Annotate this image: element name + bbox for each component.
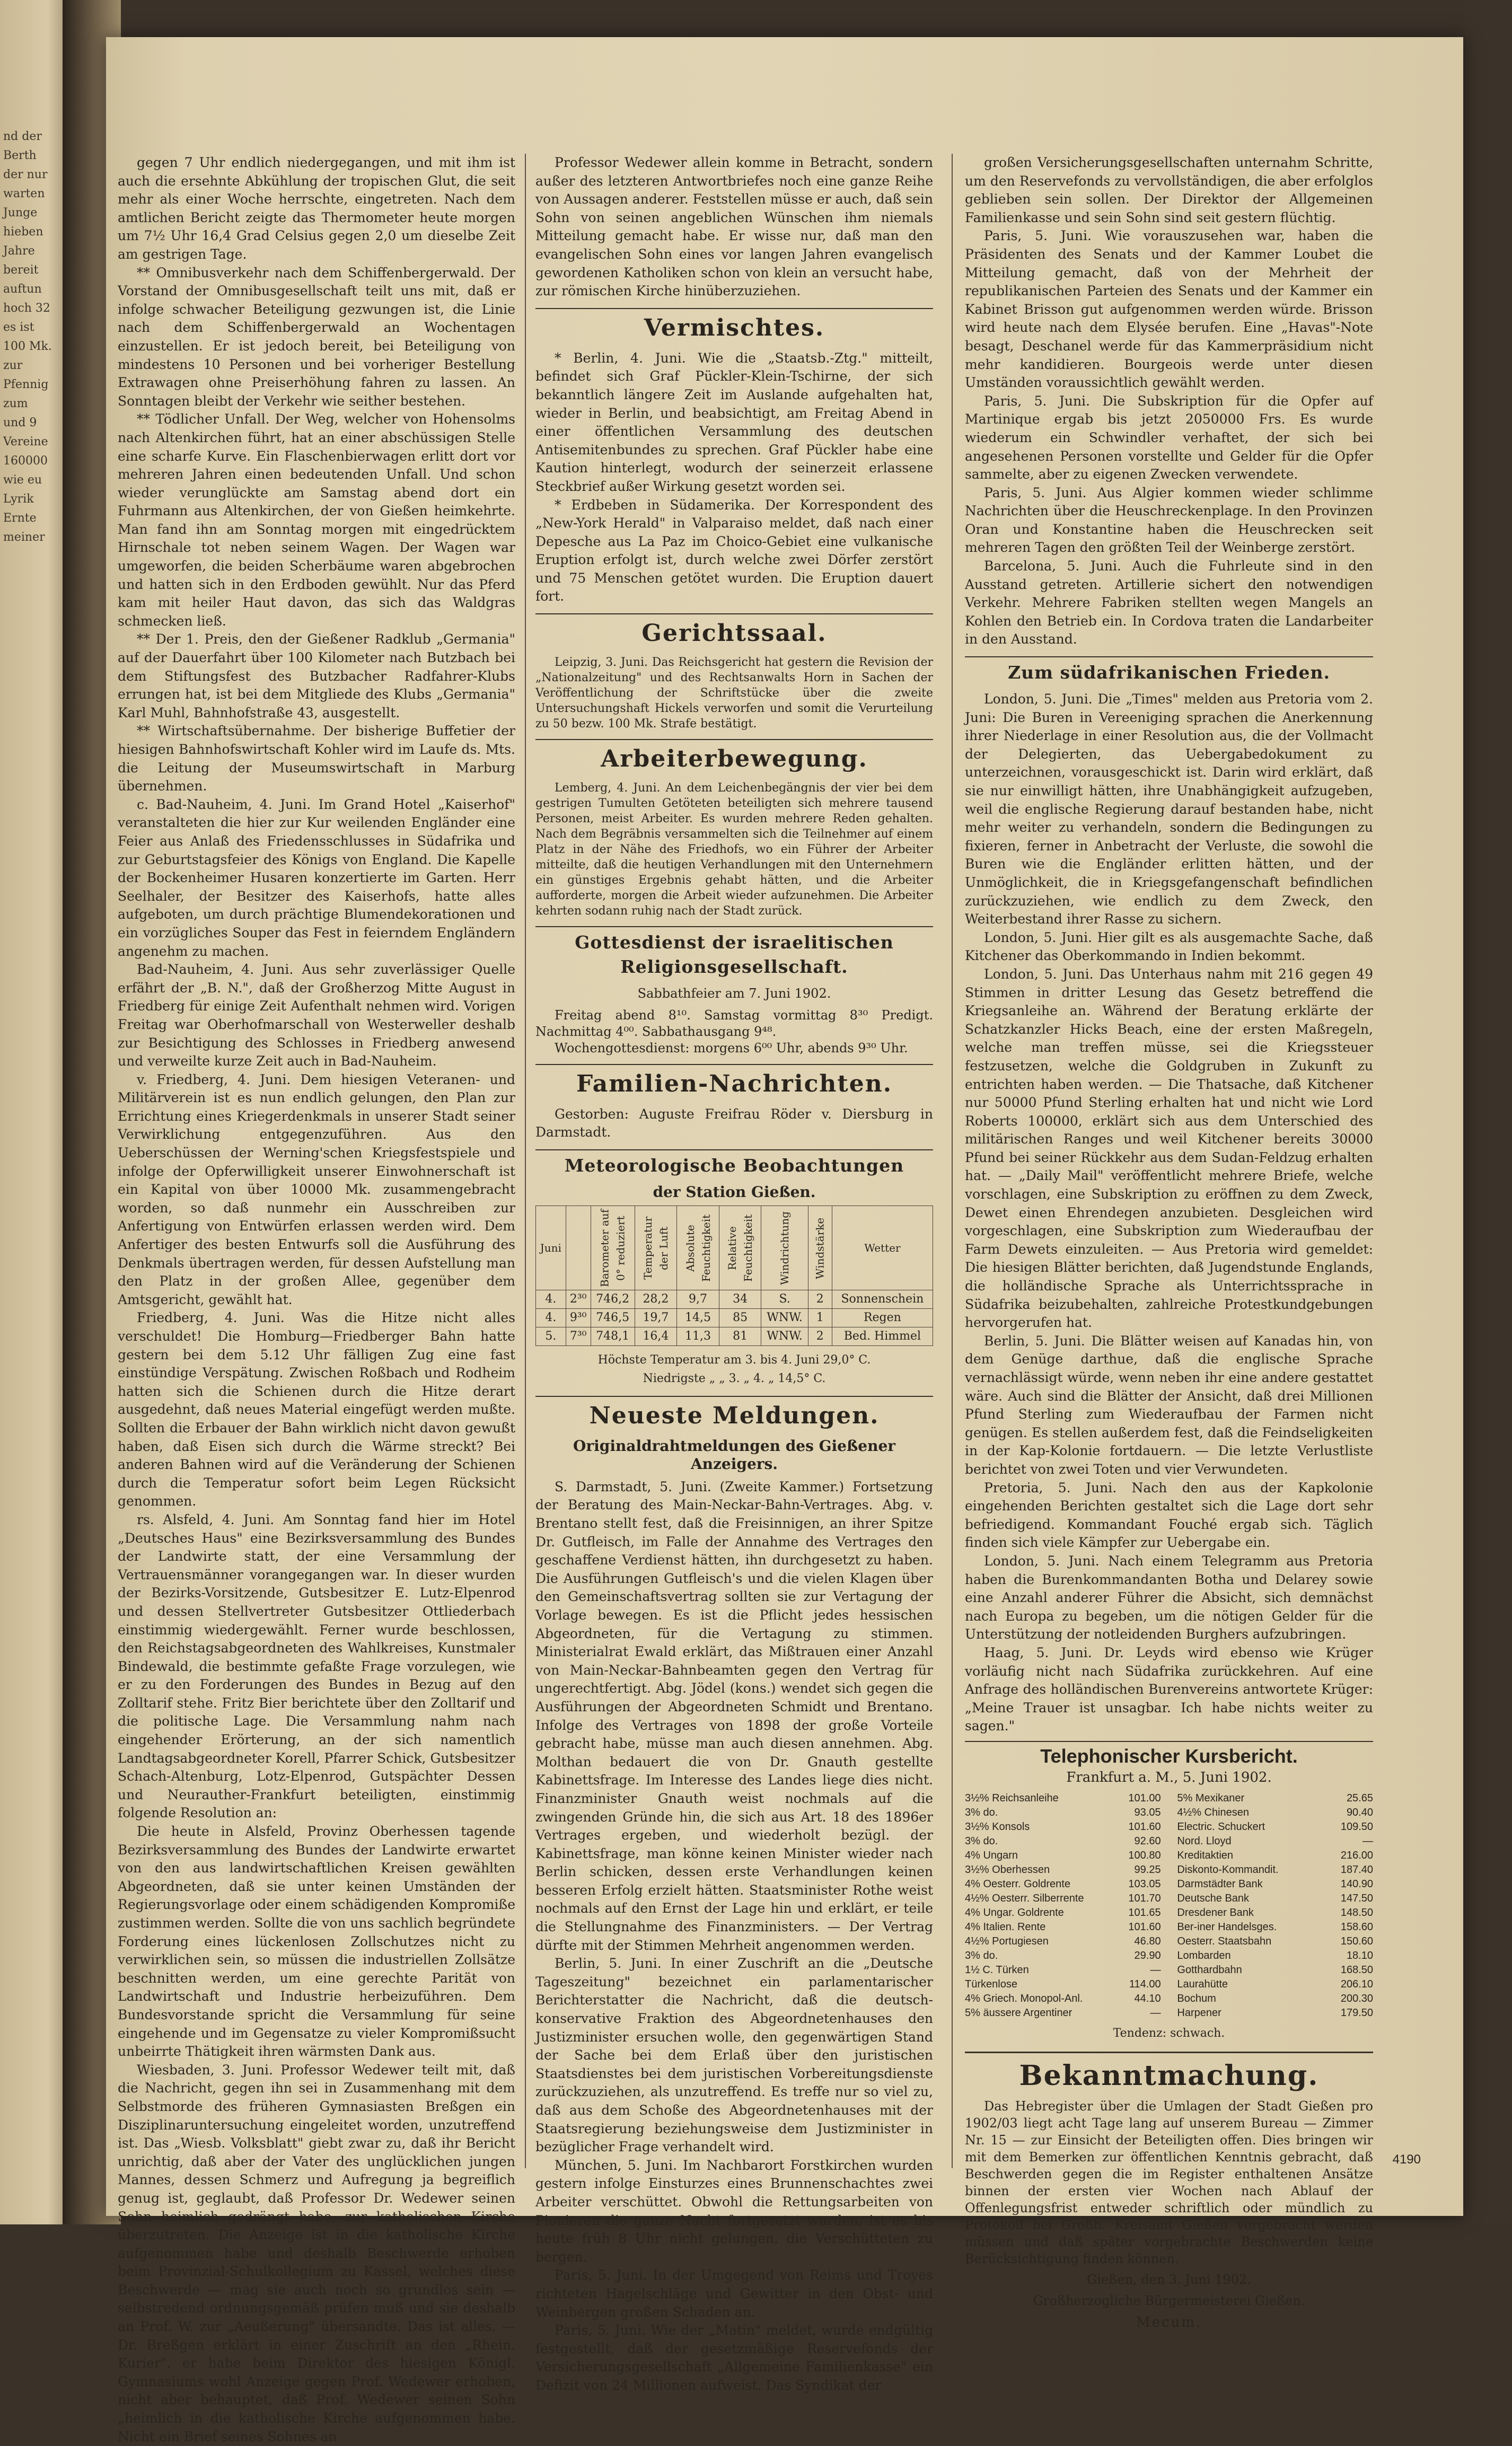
kursbericht-date: Frankfurt a. M., 5. Juni 1902. xyxy=(1066,1770,1272,1786)
frieden-item: London, 5. Juni. Hier gilt es als ausgemachte Sache, daß Kitchener das Oberkommando in Indien bekommt. xyxy=(965,929,1373,964)
kurs-name: 4½% Chinesen xyxy=(1177,1807,1250,1819)
meteo-min: Niedrigste „ „ 3. „ 4. „ 14,5° C. xyxy=(643,1372,826,1386)
left-page-line: hieben xyxy=(3,225,43,239)
left-page-line: Pfennig xyxy=(3,378,49,391)
meteo-row xyxy=(536,1327,933,1346)
frieden-item: Haag, 5. Juni. Dr. Leyds wird ebenso wie Krüger vorläufig nicht nach Südafrika zurückkehren. Auf eine Anfrage des holländischen Burenvereins antwortete Krüger: „Meine Trauer ist unsagbar. Ich habe nichts weiter zu sagen." xyxy=(965,1644,1373,1734)
kurs-name: 4% Griech. Monopol-Anl. xyxy=(965,1993,1083,2005)
kurs-name: 4½% Portugiesen xyxy=(965,1935,1049,1948)
neueste-item: S. Darmstadt, 5. Juni. (Zweite Kammer.) Fortsetzung der Beratung des Main-Neckar-Bahn-Vertrages. Abg. v. Brentano stellt fest, daß die Freisinnigen, an ihrer Spitze Dr. Gutfleisch, im Falle der Annahme des Vertrages den geschaffene Verdienst hätten, ihn durchgesetzt zu haben. Die Ausführungen Gutfleisch's und die vielen Klagen über den Gemeinschaftsvertrag sollten sie zur Vertagung der Vorlage bewegen. Es ist die Pflicht jedes hessischen Abgeordneten, für die Vertagung zu stimmen. Ministerialrat Ewald erklärt, das Mißtrauen einer Anzahl von Main-Neckar-Bahnbeamten gegen den Vertrag für ungerechtfertigt. Abg. Jödel (kons.) wendet sich gegen die Ausführungen der Abgeordneten Schmidt und Brentano. Infolge des Vertrages von 1898 der große Vorteile gebracht habe, müsse man auch diesen annehmen. Abg. Molthan bedauert die von Dr. Gnauth gestellte Kabinettsfrage. Im Interesse des Landes liege dies nicht. Finanzminister Gnauth weist nochmals auf die zwingenden Gründe hin, die sich aus Art. 18 des 1896er Vertrages ergeben, und wiederholt bezügl. der Kabinettsfrage, man könne keinen Minister wieder nach Berlin schicken, dessen erste Verhandlungen keinen besseren Erfolg erzielt hätten. Staatsminister Rothe weist nochmals auf den Ernst der Lage hin und erklärt, er teile die Stellungnahme des Finanzministers. — Der Vertrag dürfte mit der Stimmen Mehrheit angenommen werden. xyxy=(535,1479,933,1953)
kurs-name: Harpener xyxy=(1177,2007,1221,2019)
meteo-cell: 2 xyxy=(808,1290,832,1309)
kurs-row xyxy=(1177,2006,1373,2020)
meteo-header: Absolute Feuchtigkeit xyxy=(677,1206,719,1290)
bekanntmachung-name: Mecum. xyxy=(1136,2314,1202,2330)
meteo-cell: 746,5 xyxy=(591,1309,635,1327)
left-page-line: 100 Mk. xyxy=(3,340,52,353)
meteo-header: Barometer auf 0° reduziert xyxy=(591,1206,635,1290)
meteo-cell: 7³⁰ xyxy=(566,1327,591,1346)
meteo-subheading: der Station Gießen. xyxy=(653,1183,816,1201)
meteo-cell: 19,7 xyxy=(635,1309,677,1327)
kurs-row xyxy=(965,1906,1161,1920)
kurs-value: 101.60 xyxy=(1128,1921,1161,1933)
kurs-row xyxy=(1177,1820,1373,1834)
gerichtssaal-item: Leipzig, 3. Juni. Das Reichsgericht hat gestern die Revision der „Nationalzeitung" und des Rechtsanwalts Horn in Sachen der Veröffentlichung der Schriftstücke über die zweite Untersuchungshaft Hickels verworfen und somit die Verurteilung zu 50 bezw. 100 Mk. Strafe bestätigt. xyxy=(535,656,933,731)
news-item: großen Versicherungsgesellschaften unternahm Schritte, um den Reservefonds zu vervollständigen, die aber erfolglos geblieben sein sollen. Der Direktor der Allgemeinen Familienkasse und sein Sohn sind seit gestern flüchtig. xyxy=(965,155,1373,225)
kurs-value: 216.00 xyxy=(1340,1850,1373,1862)
kurs-value: 179.50 xyxy=(1340,2007,1373,2019)
meteo-cell: 748,1 xyxy=(591,1327,635,1346)
kurs-name: 1½ C. Türken xyxy=(965,1964,1029,1976)
frieden-item: London, 5. Juni. Die „Times" melden aus Pretoria vom 2. Juni: Die Buren in Vereeniging sprachen die Anerkennung ihrer Niederlage in einer Resolution aus, die der Vollmacht der Delegierten, das Uebergabedokument zu unterzeichnen, vorausgeschickt ist. Darin wird erklärt, daß sie nur einwilligt hätten, ihre Unabhängigkeit aufzugeben, weil die englische Regierung darauf bestanden habe, nicht mehr weiter zu verhandeln, sondern die Bedingungen zu fixieren, ferner in Anbetracht der Verluste, die sowohl die Buren wie die Engländer erlitten hätten, und der Unmöglichkeit, die in Kriegsgefangenschaft befindlichen zurückzuziehen, wie endlich zu dem Zweck, den Weiterbestand ihrer Rasse zu sichern. xyxy=(965,691,1373,927)
kurs-value: — xyxy=(1150,2007,1161,2019)
meteo-cell: 1 xyxy=(808,1309,832,1327)
kurs-row xyxy=(965,1806,1161,1820)
weather-table xyxy=(535,1206,933,1346)
kurs-row xyxy=(965,2006,1161,2020)
kurs-row xyxy=(1177,1920,1373,1934)
neueste-item: Paris, 5. Juni. In der Umgegend von Reims und Troyes richteten Hagelschläge und Gewitter in den Obst- und Weinbergen großen Schaden an. xyxy=(535,2267,933,2320)
gerichtssaal-heading: Gerichtssaal. xyxy=(535,613,933,649)
news-item: Paris, 5. Juni. Die Subskription für die Opfer auf Martinique ergab bis jetzt 2050000 Frs. Es wurde wiederum ein Schwindler verhaftet, der sich bei angesehenen Personen vorstellte und Gelder für die Opfer sammelte, aber zu eigenen Zwecken verwendete. xyxy=(965,393,1373,482)
kurs-name: Laurahütte xyxy=(1177,1978,1228,1991)
kurs-row xyxy=(965,1834,1161,1849)
book-edge-right xyxy=(1463,0,1512,2224)
kurs-row xyxy=(1177,1963,1373,1977)
neueste-heading: Neueste Meldungen. xyxy=(535,1396,933,1432)
left-page-line: Junge xyxy=(3,206,38,219)
kurs-row xyxy=(965,1849,1161,1863)
article-paragraph: Wiesbaden, 3. Juni. Professor Wedewer teilt mit, daß die Nachricht, gegen ihn sei in Zusammenhang mit dem Selbstmorde des früheren Gymnasiasten Breßgen ein Disziplinaruntersuchung eingeleitet worden, unzutreffend ist. Das „Wiesb. Volksblatt" giebt zwar zu, daß ihr Bericht unrichtig, daß aber der Vater des unglücklichen jungen Mannes, dessen Schmerz und Aufregung ja begreiflich genug ist, geglaubt, daß Professor Dr. Wedewer seinen Sohn heimlich gedrängt habe, zur katholischen Kirche überzutreten. Die Anzeige ist in die katholische Kirche aufgenommen habe und deshalb Beschwerde erhoben beim Provinzial-Schulkollegium zu Kassel, welches diese Beschwerde — mag sie auch noch so grundlos sein — selbstredend ordnungsgemäß prüfen muß und sie deshalb an Prof. W. zur „Aeußerung" übersandte. Das ist alles. — Dr. Breßgen erklärt in einer Zuschrift an den „Rhein. Kurier", er habe beim Direktor des hiesigen Königl. Gymnasiums wohl Anzeige gegen Prof. Wedewer erhoben, nicht aber behauptet, daß Prof. Wedewer seinen Sohn „heimlich in die katholische Kirche aufgenommen habe. Nicht ein Brief seines Sohnes an xyxy=(118,2062,515,2444)
kurs-name: 3% do. xyxy=(965,1807,998,1819)
kurs-value: — xyxy=(1362,1835,1373,1847)
article-paragraph: c. Bad-Nauheim, 4. Juni. Im Grand Hotel „Kaiserhof" veranstalteten die hier zur Kur weilenden Engländer eine Feier aus Anlaß des Friedensschlusses in Südafrika und zur Geburtstagsfeier des Königs von England. Die Kapelle der Bockenheimer Husaren konzertierte im Garten. Herr Seelhaler, der Besitzer des Kaiserhofs, hatte alles aufgeboten, um durch prächtige Blumendekorationen und ein vorzügliches Souper das Fest in feierndem Engländern angenehm zu machen. xyxy=(118,796,515,959)
kurs-row xyxy=(1177,1849,1373,1863)
kurs-name: 4% Oesterr. Goldrente xyxy=(965,1878,1070,1890)
meteo-cell: 28,2 xyxy=(635,1290,677,1309)
kurs-row xyxy=(1177,1834,1373,1849)
kurs-value: 44.10 xyxy=(1134,1993,1161,2005)
meteo-header: Windrichtung xyxy=(761,1206,808,1290)
left-page-line: Berth xyxy=(3,149,37,162)
bekanntmachung-date: Gießen, den 3. Juni 1902. xyxy=(1087,2272,1251,2287)
kurs-value: 168.50 xyxy=(1340,1964,1373,1976)
arbeiterbewegung-heading: Arbeiterbewegung. xyxy=(535,739,933,775)
meteo-max: Höchste Temperatur am 3. bis 4. Juni 29,0° C. xyxy=(597,1353,871,1367)
meteo-cell: WNW. xyxy=(761,1327,808,1346)
left-page-line: auftun xyxy=(3,283,42,296)
left-page-line: zur xyxy=(3,359,23,372)
meteo-cell: Sonnenschein xyxy=(832,1290,933,1309)
wedewer-continuation: Professor Wedewer allein komme in Betracht, sondern außer des letzteren Antwortbriefes noch eine ganze Reihe von Aussagen anderer. Feststellen müsse er auch, daß sein Sohn von seinen angeblichen Wünschen ihm niemals Mitteilung gemacht habe. Er wisse nur, daß man den evangelischen Sohn eines vor langen Jahren evangelisch gewordenen Katholiken schon von klein an versucht habe, zur römischen Kirche hinüberzuziehen. xyxy=(535,155,933,299)
kurs-row xyxy=(1177,1791,1373,1806)
arbeiterbewegung-item: Lemberg, 4. Juni. An dem Leichenbegängnis der vier bei dem gestrigen Tumulten Getöteten beteiligten sich mehrere tausend Personen, meist Arbeiter. Es wurden mehrere Reden gehalten. Nach dem Begräbnis versammelten sich die Teilnehmer auf einem Platz in der Nähe des Friedhofs, wo ein Führer der Arbeiter mitteilte, daß die heutigen Verhandlungen mit den Unternehmern ein günstiges Ergebnis gehabt hätten, und die Arbeiter aufforderte, morgen die Arbeit wieder aufzunehmen. Die Arbeiter kehrten sodann ruhig nach der Stadt zurück. xyxy=(535,781,933,918)
news-item: Paris, 5. Juni. Wie vorauszusehen war, haben die Präsidenten des Senats und der Kammer Loubet die Mitteilung gemacht, daß von der Mehrheit der republikanischen Parteien des Senats und der Kammer ein Kabinet Brisson gut aufgenommen werden würde. Brisson wird heute nach dem Elysée berufen. Eine „Havas"-Note besagt, Deschanel werde für das Kammerpräsidium nicht mehr kandidieren. Bourgeois werde unter diesen Umständen voraussichtlich gewählt werden. xyxy=(965,228,1373,391)
kurs-name: 4½% Oesterr. Silberrente xyxy=(965,1893,1084,1905)
column-2 xyxy=(535,154,933,2393)
bekanntmachung-body xyxy=(965,2098,1373,2332)
kurs-value: 29.90 xyxy=(1134,1950,1161,1962)
frieden-item: London, 5. Juni. Nach einem Telegramm aus Pretoria haben die Burenkommandanten Botha und Delarey sowie eine Anzahl anderer Führer die Absicht, sich demnächst nach Europa zu begeben, um die nötigen Gelder für die Unterstützung der notleidenden Burghers aufzubringen. xyxy=(965,1553,1373,1642)
article-paragraph: ** Der 1. Preis, den der Gießener Radklub „Germania" auf der Dauerfahrt über 100 Kilometer nach Butzbach bei dem Stiftungsfest des Butzbacher Radfahrer-Klubs errungen hat, ist bei dem Mitgliede des Klubs „Germania" Karl Muhl, Bahnhofstraße 43, ausgestellt. xyxy=(118,631,515,720)
article-paragraph: v. Friedberg, 4. Juni. Dem hiesigen Veteranen- und Militärverein ist es nun endlich gelungen, den Plan zur Errichtung eines Kriegerdenkmals in unserer Stadt seiner Verwirklichung entgegenzuführen. Aus den Ueberschüssen der Werning'schen Kriegsfestspiele und infolge der Opferwilligkeit unserer Einwohnerschaft ist ein Kapital von über 10000 Mk. zusammengebracht worden, so daß nunmehr ein Ausschreiben zur Anfertigung von Entwürfen erlassen werden wird. Dem Anfertiger des besten Entwurfs soll die Ausführung des Denkmals übertragen werden, für dessen Aufstellung man den Platz in der großen Allee, gegenüber dem Amtsgericht, gewählt hat. xyxy=(118,1071,515,1307)
frieden-heading: Zum südafrikanischen Frieden. xyxy=(965,656,1373,685)
meteo-header: Juni xyxy=(536,1206,566,1290)
article-paragraph: ** Wirtschaftsübernahme. Der bisherige Buffetier der hiesigen Bahnhofswirtschaft Kohler wird im Laufe ds. Mts. die Leitung der Museumswirtschaft in Marburg übernehmen. xyxy=(118,723,515,794)
meteo-header xyxy=(566,1206,591,1290)
kurs-row xyxy=(965,1963,1161,1977)
kurs-value: 100.80 xyxy=(1128,1850,1161,1862)
meteo-cell: Regen xyxy=(832,1309,933,1327)
kurs-value: 25.65 xyxy=(1346,1792,1373,1805)
kurs-value: 150.60 xyxy=(1340,1935,1373,1948)
left-page-line: Jahre xyxy=(3,244,35,258)
familien-text: Gestorben: Auguste Freifrau Röder v. Diersburg in Darmstadt. xyxy=(535,1106,933,1140)
familien-heading: Familien-Nachrichten. xyxy=(535,1064,933,1100)
news-item: Barcelona, 5. Juni. Auch die Fuhrleute sind in den Ausstand getreten. Artillerie sichert den notwendigen Verkehr. Mehrere Fabriken stellten wegen Mangels an Kohlen den Betrieb ein. In Cordova traten die Landarbeiter in den Ausstand. xyxy=(965,558,1373,647)
article-paragraph: gegen 7 Uhr endlich niedergegangen, und mit ihm ist auch die ersehnte Abkühlung der tropischen Glut, die seit mehr als einer Woche herrschte, eingetreten. Nach dem amtlichen Bericht zeigte das Thermometer heute morgen um 7½ Uhr 16,4 Grad Celsius gegen 2,0 um dieselbe Zeit am gestrigen Tage. xyxy=(118,155,515,262)
kurs-name: 4% Ungar. Goldrente xyxy=(965,1907,1064,1919)
frieden-item: Pretoria, 5. Juni. Nach den aus der Kapkolonie eingehenden Berichten gestaltet sich die Lage dort sehr befriedigend. Kommandant Fouché ergab sich. Täglich finden sich viele Kämpfer zur Uebergabe ein. xyxy=(965,1480,1373,1551)
kurs-name: Oesterr. Staatsbahn xyxy=(1177,1935,1272,1948)
meteo-row xyxy=(536,1309,933,1327)
column-rule xyxy=(525,154,526,2168)
kurs-value: 92.60 xyxy=(1134,1835,1161,1847)
meteo-header: Windstärke xyxy=(808,1206,832,1290)
kursbericht-heading: Telephonischer Kursbericht. xyxy=(965,1741,1373,1766)
gottesdienst-date: Sabbathfeier am 7. Juni 1902. xyxy=(637,986,831,1001)
kurs-value: 206.10 xyxy=(1340,1978,1373,1991)
kurs-name: 5% äussere Argentiner xyxy=(965,2007,1073,2019)
kurs-value: 101.60 xyxy=(1128,1821,1161,1833)
left-page-line: meiner xyxy=(3,531,45,544)
kurs-row xyxy=(1177,1906,1373,1920)
kurs-value: 148.50 xyxy=(1340,1907,1373,1919)
kurs-value: — xyxy=(1150,1964,1161,1976)
article-paragraph: Bad-Nauheim, 4. Juni. Aus sehr zuverlässiger Quelle erfährt der „B. N.", daß der Großherzog Mitte August in Friedberg für einige Zeit Aufenthalt nehmen wird. Vorigen Freitag war Oberhofmarschall von Westerweller deshalb zur Besichtigung des Schlosses in Friedberg anwesend und verweilte kurze Zeit auch in Bad-Nauheim. xyxy=(118,962,515,1069)
kurs-row xyxy=(965,1992,1161,2006)
kurs-name: 3% do. xyxy=(965,1950,998,1962)
kurs-value: 114.00 xyxy=(1129,1978,1161,1991)
kurs-name: Deutsche Bank xyxy=(1177,1893,1250,1905)
frieden-item: London, 5. Juni. Das Unterhaus nahm mit 216 gegen 49 Stimmen in dritter Lesung das Gesetz betreffend die Kriegsanleihe an. Während der Beratung erklärte der Schatzkanzler Hicks Beach, eine der ersten Maßregeln, welche man treffen müsse, sei die Kriegssteuer festzusetzen, welche die Goldgruben in Zukunft zu entrichten haben werden. — Die Thatsache, daß Kitchener nur 50000 Pfund Sterling erhalten hat und nicht wie Lord Roberts 100000, erklärt sich aus dem Unterschied des militärischen Ranges und weil Kitchener bereits 30000 Pfund bei seiner Rückkehr aus dem Sudan-Feldzug erhalten hat. — „Daily Mail" veröffentlicht mehrere Briefe, welche vorschlagen, eine Subskription zu eröffnen zu dem Zweck, Dewet einen Ehrendegen anzubieten. Desgleichen wird vorgeschlagen, eine Subskription zum Wiederaufbau der Farm Dewets einzuleiten. — Aus Pretoria wird gemeldet: Die hiesigen Blätter berichten, daß Jugendstunde Englands, die holländische Sprache als Unterrichtssprache in Südafrika beizubehalten, zahlreiche Protestkundgebungen hervorgerufen hat. xyxy=(965,966,1373,1331)
bekanntmachung-heading: Bekanntmachung. xyxy=(965,2052,1373,2093)
kurs-value: 147.50 xyxy=(1340,1893,1373,1905)
meteo-cell: 9³⁰ xyxy=(566,1309,591,1327)
kurs-name: Dresdener Bank xyxy=(1177,1907,1254,1919)
left-page-line: hoch 32 xyxy=(3,302,50,315)
kurs-name: Electric. Schuckert xyxy=(1177,1821,1265,1833)
neueste-subheading: Originaldrahtmeldungen des Gießener Anzeigers. xyxy=(573,1437,896,1473)
kurs-name: Kreditaktien xyxy=(1177,1850,1234,1862)
left-page-line: 160000 xyxy=(3,454,48,468)
left-page-line: und 9 xyxy=(3,416,37,429)
kurs-name: Gotthardbahn xyxy=(1177,1964,1242,1976)
frieden-item: Berlin, 5. Juni. Die Blätter weisen auf Kanadas hin, von dem Genüge darthue, daß die englische Sprache vernachlässigt würde, wenn neben ihr eine andere gestattet wäre. Auch sind die Blätter der Ansicht, daß drei Millionen Pfund Sterling zum Wiederaufbau der Farmen nicht genügen. Es stellen außerdem fest, daß die Feindseligkeiten in der Kap-Kolonie fortdauern. — Die letzte Verlustliste berichtet von zwei Toten und vier Verwundeten. xyxy=(965,1333,1373,1477)
left-page-line: Vereine xyxy=(3,435,48,448)
kurs-value: 99.25 xyxy=(1134,1864,1161,1876)
kurs-value: 200.30 xyxy=(1340,1993,1373,2005)
kurs-value: 101.00 xyxy=(1128,1792,1161,1805)
vermischtes-item: * Erdbeben in Südamerika. Der Korrespondent des „New-York Herald" in Valparaiso meldet, daß nach einer Depesche aus La Paz im Choico-Gebiet eine vulkanische Eruption erfolgt ist, durch welche zwei Dörfer zerstört und 75 Menschen getötet wurden. Die Eruption dauert fort. xyxy=(535,497,933,604)
kurs-name: 3½% Oberhessen xyxy=(965,1864,1050,1876)
kurs-name: Ber-iner Handelsges. xyxy=(1177,1921,1277,1933)
left-page-line: nd der xyxy=(3,130,42,143)
left-page-line: zum xyxy=(3,397,28,410)
column-rule xyxy=(952,154,953,2168)
kurs-name: 5% Mexikaner xyxy=(1177,1792,1245,1805)
kurs-row xyxy=(965,1934,1161,1949)
left-page-line: Lyrik xyxy=(3,492,34,506)
meteo-cell: 746,2 xyxy=(591,1290,635,1309)
kurs-row xyxy=(965,1977,1161,1992)
vermischtes-heading: Vermischtes. xyxy=(535,308,933,344)
kurs-row xyxy=(1177,1992,1373,2006)
kurs-row xyxy=(965,1891,1161,1906)
meteo-cell: 85 xyxy=(719,1309,761,1327)
meteo-header: Temperatur der Luft xyxy=(635,1206,677,1290)
kurs-value: 101.65 xyxy=(1128,1907,1161,1919)
left-page-line: es ist xyxy=(3,321,34,334)
kurs-name: Bochum xyxy=(1177,1993,1216,2005)
article-paragraph: Friedberg, 4. Juni. Was die Hitze nicht alles verschuldet! Die Homburg—Friedberger Bahn hatte gestern bei dem 5.12 Uhr fälligen Zug eine fast einstündige Verspätung. Zwischen Roßbach und Rodheim hatten sich die Schienen durch die Hitze derart ausgedehnt, daß neues Material eingefügt werden mußte. Sollten die Erbauer der Bahn wirklich nicht davon gewußt haben, daß Eisen sich durch die Wärme streckt? Bei anderen Bahnen wird auf die Veränderung der Schienen durch die Temperatur sofort beim Legen Rücksicht genommen. xyxy=(118,1310,515,1509)
meteo-cell: 16,4 xyxy=(635,1327,677,1346)
neueste-item: München, 5. Juni. Im Nachbarort Forstkirchen wurden gestern infolge Einsturzes eines Brunnenschachtes zwei Arbeiter verschüttet. Obwohl die Rettungsarbeiten von Pionieren die ganze Nacht fortgesetzt wurden, ist es bis heute früh 8 Uhr nicht gelungen, die Verschütteten zu bergen. xyxy=(535,2157,933,2265)
kurs-row xyxy=(1177,1877,1373,1891)
kurs-value: 187.40 xyxy=(1340,1864,1373,1876)
ad-number: 4190 xyxy=(1392,2152,1421,2167)
meteo-cell: Bed. Himmel xyxy=(832,1327,933,1346)
meteo-row xyxy=(536,1290,933,1309)
kurs-value: 140.90 xyxy=(1340,1878,1373,1890)
meteo-cell: 2 xyxy=(808,1327,832,1346)
kurs-row xyxy=(1177,1863,1373,1877)
article-paragraph: ** Omnibusverkehr nach dem Schiffenbergerwald. Der Vorstand der Omnibusgesellschaft teilt uns mit, daß er infolge schwacher Beteiligung gezwungen ist, die Linie nach dem Schiffenbergerwald an Wochentagen einzustellen. Er ist jedoch bereit, bei Beteiligung von mindestens 10 Personen und bei vorheriger Bestellung Extrawagen ohne Preiserhöhung fahren zu lassen. An Sonntagen bleibt der Verkehr wie seither bestehen. xyxy=(118,265,515,409)
kurs-value: 93.05 xyxy=(1134,1807,1161,1819)
meteo-cell: 14,5 xyxy=(677,1309,719,1327)
kurs-row xyxy=(1177,1949,1373,1963)
left-page-line: warten xyxy=(3,187,45,200)
left-page-line: der nur xyxy=(3,168,48,181)
meteo-cell: 34 xyxy=(719,1290,761,1309)
kurs-value: 90.40 xyxy=(1346,1807,1373,1819)
column-3 xyxy=(965,154,1373,2330)
meteo-cell: WNW. xyxy=(761,1309,808,1327)
news-item: Paris, 5. Juni. Aus Algier kommen wieder schlimme Nachrichten über die Heuschreckenplage. In den Provinzen Oran und Konstantine haben die Heuschrecken seit mehreren Tagen den größten Teil der Weinberge zerstört. xyxy=(965,485,1373,556)
meteo-header: Wetter xyxy=(832,1206,933,1290)
meteo-cell: 2³⁰ xyxy=(566,1290,591,1309)
kurs-row xyxy=(965,1863,1161,1877)
kurs-name: Türkenlose xyxy=(965,1978,1017,1991)
kurs-row xyxy=(1177,1977,1373,1992)
gottesdienst-line: Wochengottesdienst: morgens 6⁰⁰ Uhr, abends 9³⁰ Uhr. xyxy=(555,1040,908,1055)
kursbericht-tendenz: Tendenz: schwach. xyxy=(1113,2027,1225,2040)
kurs-row xyxy=(1177,1934,1373,1949)
kurs-row xyxy=(965,1920,1161,1934)
bekanntmachung-signer: Großherzogliche Bürgermeisterei Gießen. xyxy=(1033,2293,1305,2309)
meteo-cell: 4. xyxy=(536,1309,566,1327)
article-paragraph: rs. Alsfeld, 4. Juni. Am Sonntag fand hier im Hotel „Deutsches Haus" eine Bezirksversammlung des Bundes der Landwirte statt, der eine Versammlung der Vertrauensmänner vorangegangen war. In dieser wurden der Bezirks-Vorsitzende, Gutsbesitzer E. Lutz-Elpenrod und dessen Stellvertreter Gutsbesitzer Ottliederbach einstimmig wiedergewählt. Ferner wurde beschlossen, den Reichstagsabgeordneten des Wahlkreises, Kunstmaler Bindewald, die bestimmte gefaßte Frage vorzulegen, wie er zu den Forderungen des Bundes in Bezug auf den Zolltarif stehe. Fritz Bier berichtete über den Zolltarif und die politische Lage. Die Versammlung nahm nach eingehender Erörterung, an der sich namentlich Landtagsabgeordneter Korell, Pfarrer Schick, Gutsbesitzer Schach-Altenburg, Lotz-Elpenrod, Gutspächter Dessen und Neurauther-Frankfurt beteiligten, einstimmig folgende Resolution an: xyxy=(118,1511,515,1821)
kurs-name: Lombarden xyxy=(1177,1950,1231,1962)
kurs-value: 46.80 xyxy=(1134,1935,1161,1948)
kurs-row xyxy=(965,1820,1161,1834)
kurs-name: 4% Italien. Rente xyxy=(965,1921,1046,1933)
kurs-name: 3½% Reichsanleihe xyxy=(965,1792,1059,1805)
kurs-value: 103.05 xyxy=(1128,1878,1161,1890)
gottesdienst-line: Freitag abend 8¹⁰. Samstag vormittag 8³⁰ Predigt. Nachmittag 4⁰⁰. Sabbathausgang 9⁴⁸. xyxy=(535,1007,933,1039)
newspaper-page xyxy=(106,37,1463,2444)
kurs-name: 4% Ungarn xyxy=(965,1850,1018,1862)
bekanntmachung-text: Das Hebregister über die Umlagen der Stadt Gießen pro 1902/03 liegt acht Tage lang auf unserem Bureau — Zimmer Nr. 15 — zur Einsicht der Beteiligten offen. Dies bringen wir mit dem Bemerken zur öffentlichen Kenntnis gebracht, daß Beschwerden gegen die im Register enthaltenen Ansätze binnen der ersten vier Wochen nach Ablauf der Offenlegungsfrist entweder schriftlich oder mündlich zu Protokoll bei Großh. Kreisamt Gießen vorgebracht werden müssen und daß später vorgebrachte Beschwerden keine Berücksichtigung finden können. xyxy=(965,2098,1373,2266)
meteo-heading: Meteorologische Beobachtungen xyxy=(535,1149,933,1178)
kurs-name: Diskonto-Kommandit. xyxy=(1177,1864,1279,1876)
kurs-row xyxy=(965,1791,1161,1806)
meteo-cell: 4. xyxy=(536,1290,566,1309)
kurs-value: 158.60 xyxy=(1340,1921,1373,1933)
kurs-row xyxy=(965,1949,1161,1963)
kurs-name: 3% do. xyxy=(965,1835,998,1847)
kurs-value: 109.50 xyxy=(1340,1821,1373,1833)
neueste-item: Paris, 5. Juni. Wie der „Matin" meldet, wurde endgültig festgestellt, daß der gesetzmäßige Reservefonds der Versicherungsgesellschaft „Allgemeine Familienkasse" ein Defizit von 24 Millionen aufweist. Das Syndikat der xyxy=(535,2322,933,2393)
left-page-line: wie eu xyxy=(3,473,42,487)
vermischtes-item: * Berlin, 4. Juni. Wie die „Staatsb.-Ztg." mitteilt, befindet sich Graf Pückler-Klein-Tschirne, der sich bekanntlich längere Zeit im Auslande aufgehalten hat, wieder in Berlin, und beabsichtigt, am Freitag Abend in einer öffentlichen Versammlung des deutschen Antisemitenbundes zu sprechen. Graf Pückler habe eine Kaution hinterlegt, wodurch der seinerzeit erlassene Steckbrief außer Wirkung gesetzt worden sei. xyxy=(535,350,933,494)
kurs-name: 3½% Konsols xyxy=(965,1821,1030,1833)
kurs-row xyxy=(1177,1891,1373,1906)
column-1 xyxy=(118,154,515,2444)
kurs-row xyxy=(965,1877,1161,1891)
kurs-value: 101.70 xyxy=(1128,1893,1161,1905)
kurs-name: Darmstädter Bank xyxy=(1177,1878,1263,1890)
left-page-line: Ernte xyxy=(3,512,37,525)
kurs-name: Nord. Lloyd xyxy=(1177,1835,1232,1847)
kursbericht-table xyxy=(965,1791,1373,2020)
left-page-line: bereit xyxy=(3,263,39,277)
article-paragraph: Die heute in Alsfeld, Provinz Oberhessen tagende Bezirksversammlung des Bundes der Landwirte erwartet von den aus landwirtschaftlichen Kreisen gewählten Abgeordneten, daß sie unter keinen Umständen der Regierungsvorlage oder einem schädigenden Kompromiße zustimmen werden. Sollte die von uns sachlich begründete Forderung eines lückenlosen Zollschutzes nicht zu verwirklichen sein, so müssen die industriellen Zollsätze beschnitten werden, um eine gerechte Parität von Landwirtschaft und Industrie herbeizuführen. Dem Bundesvorstande spricht die Versammlung für seine eingehende und im Gegensatze zu vieler Kompromißsucht unbeirrte Thätigkeit ihren wärmsten Dank aus. xyxy=(118,1824,515,2060)
meteo-cell: 81 xyxy=(719,1327,761,1346)
meteo-header: Relative Feuchtigkeit xyxy=(719,1206,761,1290)
article-paragraph: ** Tödlicher Unfall. Der Weg, welcher von Hohensolms nach Altenkirchen führt, hat an einer abschüssigen Stelle eine scharfe Kurve. Ein Flaschenbierwagen erlitt dort vor mehreren Jahren einen bedeutenden Unfall. Und schon wieder verunglückte am Samstag abend dort ein Fuhrmann aus Altenkirchen, der von Gießen heimkehrte. Man fand ihn am Sonntag morgen mit eingedrücktem Hirnschale tot neben seinem Wagen. Der Wagen war umgeworfen, die beiden Scherbäume waren abgebrochen und hatten sich in den Erdboden gewühlt. Nur das Pferd kam mit heiler Haut davon, das sich das Waldgras schmecken ließ. xyxy=(118,411,515,629)
meteo-cell: S. xyxy=(761,1290,808,1309)
meteo-cell: 11,3 xyxy=(677,1327,719,1346)
kurs-value: 18.10 xyxy=(1346,1950,1373,1962)
meteo-cell: 5. xyxy=(536,1327,566,1346)
kurs-row xyxy=(1177,1806,1373,1820)
neueste-item: Berlin, 5. Juni. In einer Zuschrift an die „Deutsche Tageszeitung" bezeichnet ein parlamentarischer Berichterstatter die Nachricht, daß die deutsch-konservative Fraktion des Abgeordnetenhauses den Justizminister ersuchen wolle, den gegenwärtigen Stand der Sache bei dem Erlaß über den juristischen Staatsdienstes bei dem juristischen Vorbereitungsdienste zurückzuziehen, als unzutreffend. Es treffe nur so viel zu, daß aus dem Schoße des Abgeordnetenhauses mit der Staatsregierung beziehungsweise dem Justizminister in bezüglicher Frage verhandelt wird. xyxy=(535,1956,933,2155)
meteo-cell: 9,7 xyxy=(677,1290,719,1309)
gottesdienst-heading: Gottesdienst der israelitischen Religionsgesellschaft. xyxy=(535,926,933,979)
